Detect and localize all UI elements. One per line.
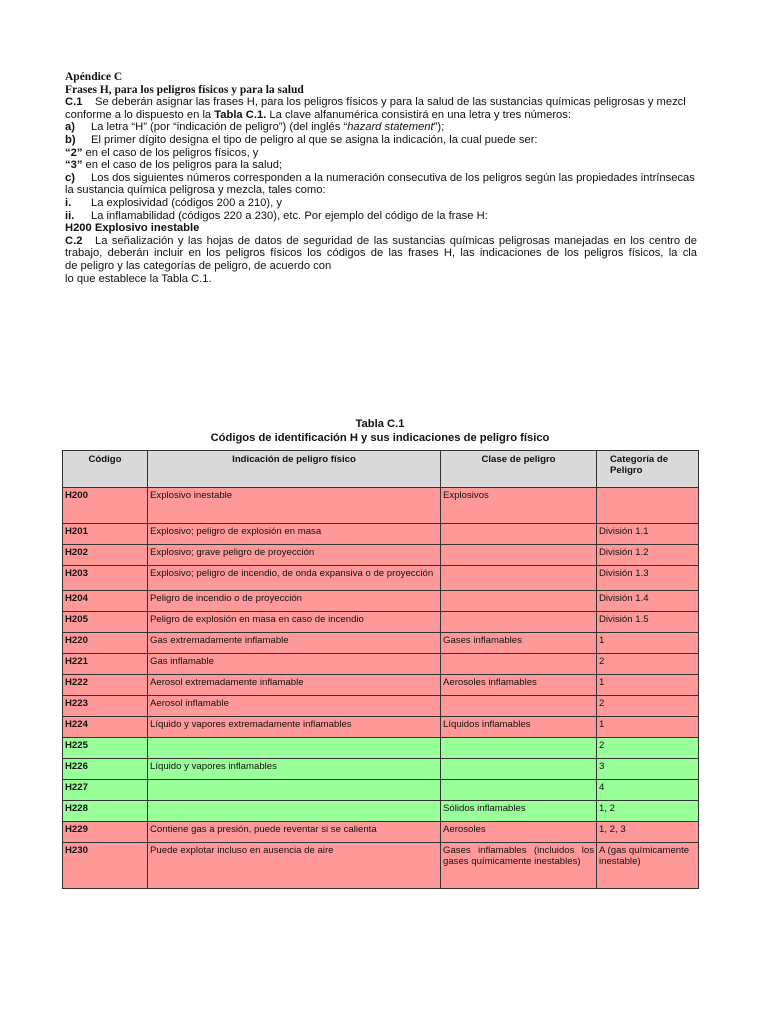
row-category: División 1.3 (597, 566, 699, 591)
table-row (63, 675, 699, 696)
item-three (65, 159, 697, 172)
item-c-text: Los dos siguientes números corresponden a la numeración consecutiva de los peligros según las propiedades intrínsecas (91, 171, 695, 184)
row-category: 3 (597, 759, 699, 780)
table-row (63, 696, 699, 717)
row-indication: Contiene gas a presión, puede reventar si se calienta (148, 822, 441, 843)
table-row (63, 654, 699, 675)
table-header-row (63, 451, 699, 488)
conformity-post: La clave alfanumérica consistirá en una letra y tres números: (266, 108, 571, 121)
row-indication: Aerosol inflamable (148, 696, 441, 717)
row-code: H222 (63, 675, 148, 696)
item-c-continuation: la sustancia química peligrosa y mezcla, tales como: (65, 184, 326, 197)
conformity-line (65, 109, 697, 122)
table-row (63, 633, 699, 654)
row-class (441, 654, 597, 675)
row-code: H228 (63, 801, 148, 822)
appendix-subheading: Frases H, para los peligros físicos y para la salud (65, 83, 304, 96)
item-two (65, 147, 697, 160)
row-class: Explosivos (441, 488, 597, 524)
row-category: 2 (597, 696, 699, 717)
row-category: 1, 2 (597, 801, 699, 822)
row-code: H221 (63, 654, 148, 675)
item-i-label: i. (65, 196, 72, 209)
row-code: H220 (63, 633, 148, 654)
c2-line-1: La señalización y las hojas de datos de seguridad de las sustancias químicas peligrosas manejadas en los centro de (95, 234, 697, 247)
row-indication: Explosivo; grave peligro de proyección (148, 545, 441, 566)
row-code: H203 (63, 566, 148, 591)
item-three-text: en el caso de los peligros para la salud; (82, 159, 283, 172)
row-category: División 1.1 (597, 524, 699, 545)
c2-line-2: trabajo, deberán incluir en los peligros físicos los códigos de las frases H, las indicaciones de los peligros físicos, la cla (65, 247, 697, 260)
row-class (441, 696, 597, 717)
row-code: H224 (63, 717, 148, 738)
row-class: Sólidos inflamables (441, 801, 597, 822)
row-code: H229 (63, 822, 148, 843)
header-category: Categoría de Peligro (597, 451, 699, 488)
item-b-label: b) (65, 133, 76, 146)
row-indication: Gas inflamable (148, 654, 441, 675)
item-three-number: “3” (65, 159, 83, 172)
table-row (63, 545, 699, 566)
item-ii-label: ii. (65, 209, 75, 222)
row-code: H201 (63, 524, 148, 545)
item-c (65, 172, 697, 185)
item-b (65, 134, 697, 147)
row-indication: Peligro de explosión en masa en caso de incendio (148, 612, 441, 633)
row-category: 1 (597, 633, 699, 654)
row-indication: Gas extremadamente inflamable (148, 633, 441, 654)
table-row (63, 801, 699, 822)
paragraph-c1 (65, 96, 697, 109)
table-row (63, 843, 699, 889)
table-row (63, 524, 699, 545)
row-code: H204 (63, 591, 148, 612)
item-i (65, 197, 697, 210)
header-class: Clase de peligro (441, 451, 597, 488)
table-row (63, 822, 699, 843)
hazard-codes-table (62, 450, 699, 889)
item-b-text: El primer dígito designa el tipo de peligro al que se asigna la indicación, la cual puede ser: (91, 133, 538, 146)
row-class (441, 566, 597, 591)
item-ii (65, 210, 697, 223)
row-code: H226 (63, 759, 148, 780)
row-category: 2 (597, 654, 699, 675)
row-code: H202 (63, 545, 148, 566)
table-row (63, 759, 699, 780)
row-class: Aerosoles inflamables (441, 675, 597, 696)
row-indication: Líquido y vapores inflamables (148, 759, 441, 780)
row-class (441, 545, 597, 566)
row-indication (148, 738, 441, 759)
row-category: División 1.4 (597, 591, 699, 612)
table-row (63, 738, 699, 759)
row-class (441, 759, 597, 780)
row-class: Gases inflamables (441, 633, 597, 654)
header-code: Código (63, 451, 148, 488)
c2-line-4: lo que establece la Tabla C.1. (65, 272, 212, 285)
row-indication: Peligro de incendio o de proyección (148, 591, 441, 612)
conformity-pre: conforme a lo dispuesto en la (65, 108, 215, 121)
row-indication: Puede explotar incluso en ausencia de aire (148, 843, 441, 889)
table-row (63, 717, 699, 738)
item-two-text: en el caso de los peligros físicos, y (82, 146, 259, 159)
row-code: H200 (63, 488, 148, 524)
row-category: División 1.2 (597, 545, 699, 566)
row-code: H223 (63, 696, 148, 717)
row-category: 4 (597, 780, 699, 801)
row-class (441, 524, 597, 545)
table-subtitle: Códigos de identificación H y sus indicaciones de peligro físico (210, 432, 550, 444)
row-indication: Explosivo; peligro de incendio, de onda expansiva o de proyección (148, 566, 441, 591)
row-indication: Líquido y vapores extremadamente inflamables (148, 717, 441, 738)
item-a-pre: La letra “H” (por “indicación de peligro”) (del inglés “ (91, 121, 348, 134)
row-category (597, 488, 699, 524)
row-indication (148, 801, 441, 822)
item-ii-text: La inflamabilidad (códigos 220 a 230), etc. Por ejemplo del código de la frase H: (91, 209, 488, 222)
row-class: Gases inflamables (incluidos los gases químicamente inestables) (441, 843, 597, 889)
item-a-post: ”); (433, 121, 445, 134)
row-class (441, 612, 597, 633)
item-a-label: a) (65, 121, 75, 134)
table-title: Tabla C.1 (355, 418, 405, 430)
item-a (65, 121, 697, 134)
row-code: H230 (63, 843, 148, 889)
c2-line-3: de peligro y las categorías de peligro, de acuerdo con (65, 259, 332, 272)
row-category: A (gas químicamente inestable) (597, 843, 699, 889)
item-c-label: c) (65, 171, 75, 184)
table-row (63, 612, 699, 633)
item-i-text: La explosividad (códigos 200 a 210), y (91, 196, 282, 209)
item-two-number: “2” (65, 146, 83, 159)
row-class (441, 591, 597, 612)
c1-label: C.1 (65, 96, 83, 109)
table-row (63, 591, 699, 612)
table-reference: Tabla C.1. (214, 108, 267, 121)
row-category: 1 (597, 717, 699, 738)
row-code: H227 (63, 780, 148, 801)
row-category: 1 (597, 675, 699, 696)
row-indication: Aerosol extremadamente inflamable (148, 675, 441, 696)
row-category: 1, 2, 3 (597, 822, 699, 843)
row-indication: Explosivo inestable (148, 488, 441, 524)
row-class (441, 738, 597, 759)
row-class: Aerosoles (441, 822, 597, 843)
item-a-italic: hazard statement (347, 121, 434, 134)
appendix-text (65, 71, 697, 285)
row-indication: Explosivo; peligro de explosión en masa (148, 524, 441, 545)
example-code: H200 Explosivo inestable (65, 222, 200, 235)
row-code: H205 (63, 612, 148, 633)
row-category: División 1.5 (597, 612, 699, 633)
row-indication (148, 780, 441, 801)
row-category: 2 (597, 738, 699, 759)
row-code: H225 (63, 738, 148, 759)
paragraph-c2 (65, 235, 697, 248)
c2-label: C.2 (65, 234, 83, 247)
row-class: Líquidos inflamables (441, 717, 597, 738)
table-row (63, 566, 699, 591)
table-row (63, 488, 699, 524)
c1-text: Se deberán asignar las frases H, para los peligros físicos y para la salud de las sustancias químicas peligrosas y mezcl (95, 96, 686, 109)
table-row (63, 780, 699, 801)
appendix-heading: Apéndice C (65, 71, 123, 83)
row-class (441, 780, 597, 801)
header-indication: Indicación de peligro físico (148, 451, 441, 488)
